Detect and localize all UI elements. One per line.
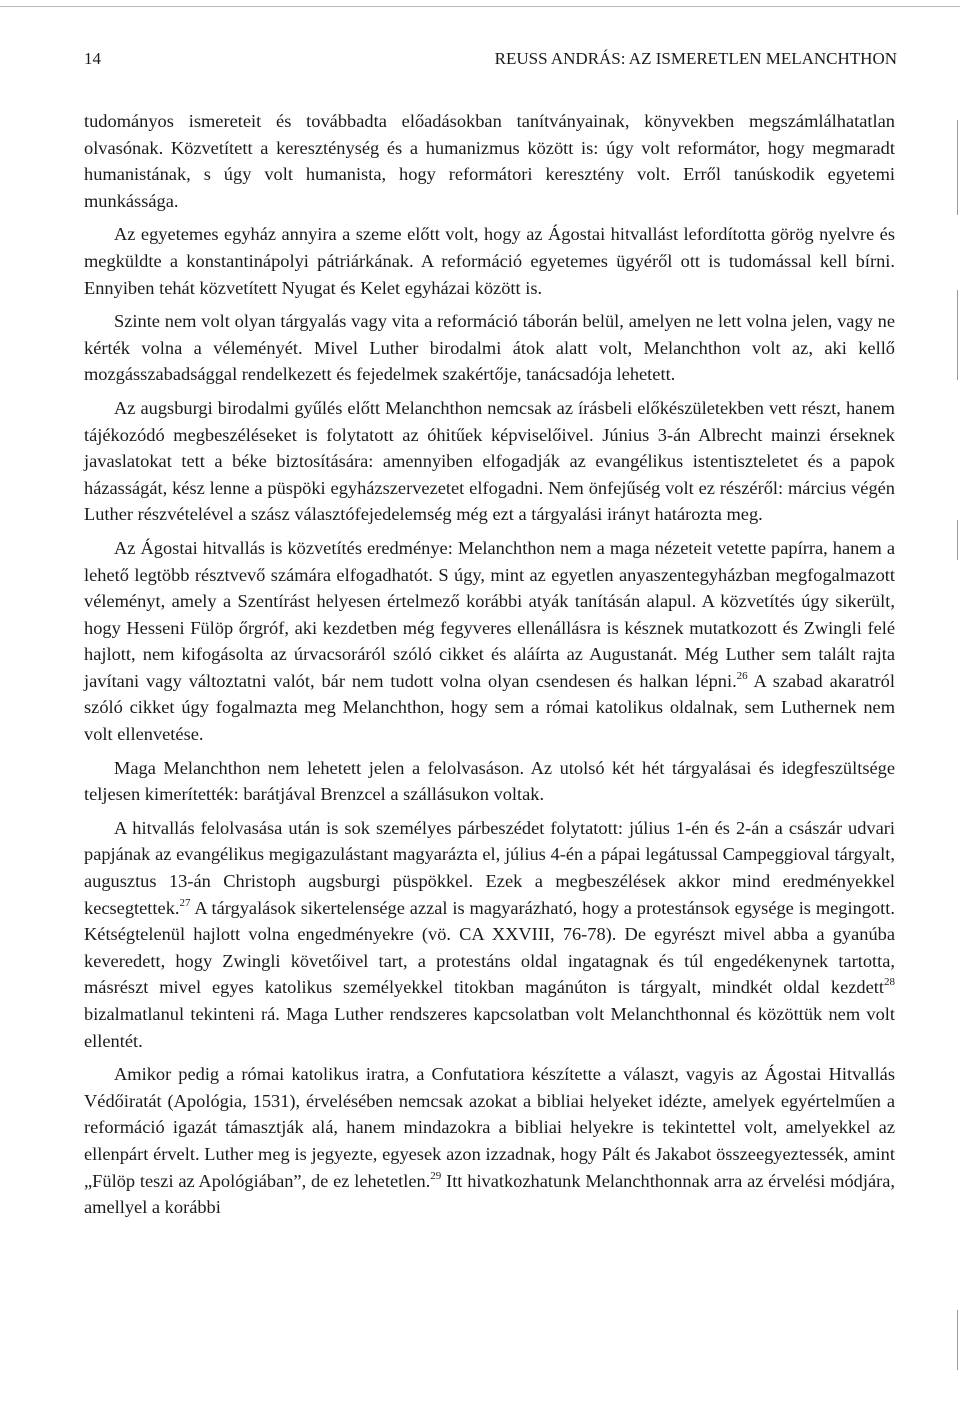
paragraph: Az Ágostai hitvallás is közvetítés eredménye: Melanchthon nem a maga nézeteit vetette papírra, hanem a lehető legtöbb résztvevő számára elfogadhatót. S úgy, mint az egyetlen anyaszentegyházban megfogalmazott véleményt, amely a Szentírást helyesen értelmező korábbi atyák tanításán alapul. A közvetítés úgy sikerült, hogy Hesseni Fülöp őrgróf, aki kezdetben még fegyveres ellenállásra is késznek mutatkozott és Zwingli felé hajlott, nem kifogásolta az úrvacsoráról szóló cikket és aláírta az Augustanát. Még Luther sem talált rajta javítani vagy változtatni valót, bár nem tudott volna olyan csendesen és halkan lépni.$^{26}$ A szabad akaratról szóló cikket úgy fogalmazta meg Melanchthon, hogy sem a római katolikus oldalnak, sem Luthernek nem volt ellenvetése. xyxy=(84,537,895,745)
footnote-ref-27: 27 xyxy=(179,896,191,909)
running-head: REUSS ANDRÁS: AZ ISMERETLEN MELANCHTHON xyxy=(494,49,897,68)
paragraph: Az egyetemes egyház annyira a szeme előtt volt, hogy az Ágostai hitvallást lefordította görög nyelvre és megküldte a konstantinápolyi pátriárkának. A reformáció egyetemes ügyéről ott is tudomással kell bírni. Ennyiben tehát közvetített Nyugat és Kelet egyházai között is. xyxy=(84,224,895,298)
scan-edge-mark xyxy=(957,1310,958,1370)
page-number: 14 xyxy=(84,49,101,68)
page-header xyxy=(84,47,897,71)
scan-edge-mark xyxy=(957,120,958,215)
paragraph-continuation: tudományos ismereteit és továbbadta előadásokban tanítványainak, könyvekben megszámlálhatatlan olvasónak. Közvetített a kereszténység és a humanizmus között is: úgy volt reformátor, hogy megmaradt humanistának, s úgy volt humanista, hogy reformátori keresztény volt. Erről tanúskodik egyetemi munkássága. xyxy=(84,111,895,211)
paragraph: Szinte nem volt olyan tárgyalás vagy vita a reformáció táborán belül, amelyen ne lett volna jelen, vagy ne kérték volna a véleményét. Mivel Luther birodalmi átok alatt volt, Melanchthon volt az, aki kellő mozgásszabadsággal rendelkezett és fejedelmek szakértője, tanácsadója lehetett. xyxy=(84,311,895,385)
paragraph: Az augsburgi birodalmi gyűlés előtt Melanchthon nemcsak az írásbeli előkészületekben vett részt, hanem tájékozódó megbeszéléseket is folytatott az óhitűek képviselőivel. Június 3-án Albrecht mainzi érseknek javaslatokat tett a béke biztosítására: amennyiben elfogadják az evangélikus istentiszteletet és a papok házasságát, kész lenne a püspöki egyházszervezetet elfogadni. Nem önfejűség volt ez részéről: március végén Luther részvételével a szász választófejedelemség még ezt a tárgyalási irányt határozta meg. xyxy=(84,397,895,525)
paragraph: Maga Melanchthon nem lehetett jelen a felolvasáson. Az utolsó két hét tárgyalásai és idegfeszültsége teljesen kimerítették: barátjával Brenzcel a szállásukon voltak. xyxy=(84,757,895,805)
scan-edge-mark xyxy=(957,290,958,380)
scan-edge-mark xyxy=(957,520,958,560)
paragraph: Amikor pedig a római katolikus iratra, a Confutatiora készítette a választ, vagyis az Ágostai Hitvallás Védőiratát (Apológia, 1531), érvelésében nemcsak azokat a bibliai helyeket idézte, amelyek egyértelműen a reformáció igazát támasztják alá, hanem mindazokra a bibliai helyekre is tekintettel volt, amelyekkel az ellenpárt érvelt. Luther meg is jegyezte, egyesek azon izzadnak, hogy Pált és Jakabot összeegyeztessék, amint „Fülöp teszi az Apológiában”, de ez lehetetlen.$^{29}$ Itt hivatkozhatunk Melanchthonnak arra az érvelési módjára, amellyel a korábbi xyxy=(84,1064,895,1218)
footnote-ref-28: 28 xyxy=(884,976,895,989)
body-text xyxy=(84,108,895,1228)
scan-top-rule xyxy=(0,6,960,7)
footnote-ref-26: 26 xyxy=(736,669,748,682)
paragraph: A hitvallás felolvasása után is sok személyes párbeszédet folytatott: július 1-én és 2-án a császár udvari papjának az evangélikus megigazulástant magyarázta el, július 4-én a pápai legátussal Campeggioval tárgyalt, augusztus 13-án Christoph augsburgi püspökkel. Ezek a megbeszélések akkor mind eredményekkel kecsegtettek.$^{27}$ A tárgyalások sikertelensége azzal is magyarázható, hogy a protestánsok egysége is megingott. Kétségtelenül hajlott volna engedményekre (vö. CA XXVIII, 76-78). De egyrészt mivel abba a gyanúba keveredett, hogy Zwingli követőivel tart, a protestáns oldal ingatagnak és túl engedékenynek tartotta, másrészt mivel egyes katolikus személyekkel titokban magánúton is tárgyalt, mindkét oldal kezdett$^{28}$ bizalmatlanul tekinteni rá. Maga Luther rendszeres kapcsolatban volt Melanchthonnal és közöttük nem volt ellentét. xyxy=(84,817,895,1051)
footnote-ref-29: 29 xyxy=(430,1169,442,1182)
